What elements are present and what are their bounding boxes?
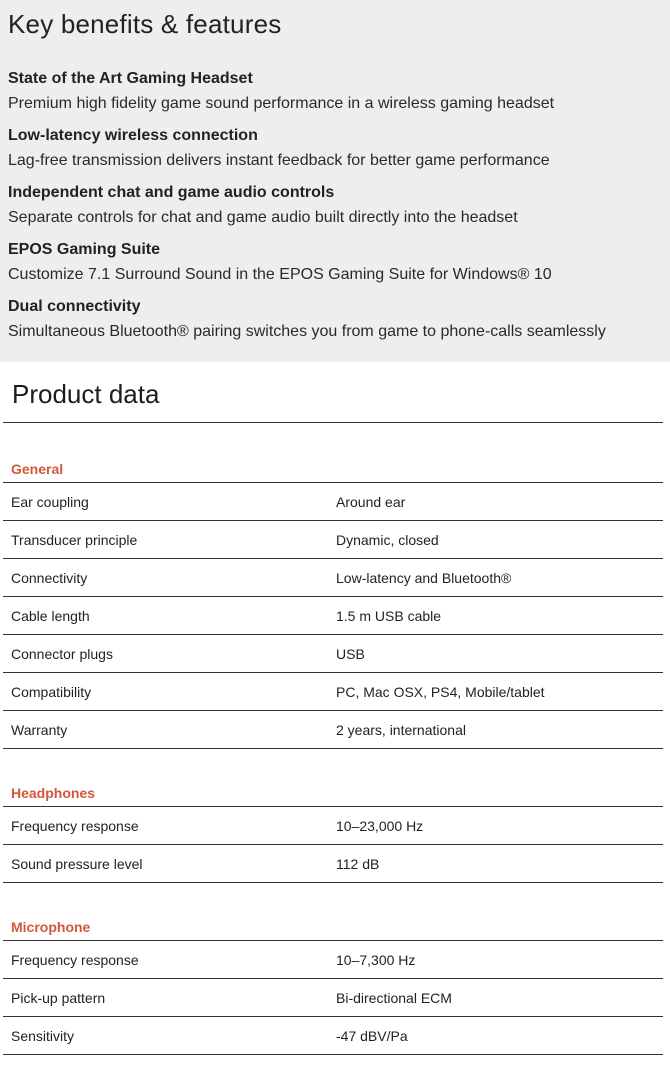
spec-value: 2 years, international [336, 721, 466, 738]
benefit-description: Lag-free transmission delivers instant feedback for better game performance [8, 152, 550, 169]
spec-value: Bi-directional ECM [336, 989, 452, 1006]
section-spacer [3, 882, 663, 914]
spec-key: Sound pressure level [11, 855, 143, 872]
spec-key: Cable length [11, 607, 90, 624]
table-row [3, 806, 663, 844]
spec-value: 112 dB [336, 855, 380, 872]
benefit-item [8, 182, 662, 230]
spec-table [3, 456, 663, 1055]
benefit-description: Simultaneous Bluetooth® pairing switches you from game to phone-calls seamlessly [8, 323, 606, 340]
spec-value: USB [336, 645, 365, 662]
spec-key: Warranty [11, 721, 68, 738]
benefit-item [8, 68, 662, 116]
table-row [3, 844, 663, 882]
table-row [3, 1016, 663, 1054]
section-spacer [3, 748, 663, 780]
spec-key: Frequency response [11, 951, 139, 968]
divider [3, 422, 663, 423]
spec-value: 10–23,000 Hz [336, 817, 424, 834]
spec-key: Connectivity [11, 569, 88, 586]
spec-key: Pick-up pattern [11, 989, 106, 1006]
spec-key: Compatibility [11, 683, 92, 700]
spec-key: Ear coupling [11, 493, 89, 510]
table-row [3, 596, 663, 634]
benefit-title: Dual connectivity [8, 298, 141, 315]
section-title-general: General [11, 461, 64, 477]
benefit-item [8, 239, 662, 287]
benefit-description: Separate controls for chat and game audio built directly into the headset [8, 209, 518, 226]
spec-value: 1.5 m USB cable [336, 607, 442, 624]
benefit-title: State of the Art Gaming Headset [8, 70, 253, 87]
table-row [3, 672, 663, 710]
spec-key: Transducer principle [11, 531, 138, 548]
benefit-description: Customize 7.1 Surround Sound in the EPOS Gaming Suite for Windows® 10 [8, 266, 552, 283]
table-row [3, 710, 663, 748]
product-data-title: Product data [12, 379, 160, 409]
table-row [3, 558, 663, 596]
spec-value: Around ear [336, 493, 406, 510]
table-row [3, 482, 663, 520]
benefit-item [8, 296, 662, 344]
table-row [3, 940, 663, 978]
spec-key: Sensitivity [11, 1027, 75, 1044]
benefit-title: EPOS Gaming Suite [8, 241, 161, 258]
benefit-title: Low-latency wireless connection [8, 127, 258, 144]
spec-value: PC, Mac OSX, PS4, Mobile/tablet [336, 683, 545, 700]
section-title-microphone: Microphone [11, 919, 91, 935]
benefits-title: Key benefits & features [8, 9, 282, 39]
spec-key: Connector plugs [11, 645, 113, 662]
benefits-panel [0, 0, 670, 362]
section-title-headphones: Headphones [11, 785, 96, 801]
spec-value: -47 dBV/Pa [336, 1027, 408, 1044]
spec-value: 10–7,300 Hz [336, 951, 416, 968]
benefit-description: Premium high fidelity game sound performance in a wireless gaming headset [8, 95, 555, 112]
spec-key: Frequency response [11, 817, 139, 834]
table-row [3, 978, 663, 1016]
table-row [3, 520, 663, 558]
spec-value: Dynamic, closed [336, 531, 439, 548]
table-row [3, 634, 663, 672]
benefit-title: Independent chat and game audio controls [8, 184, 335, 201]
benefit-list [8, 68, 662, 344]
benefit-item [8, 125, 662, 173]
spec-value: Low-latency and Bluetooth® [336, 569, 512, 586]
divider [3, 1054, 663, 1055]
